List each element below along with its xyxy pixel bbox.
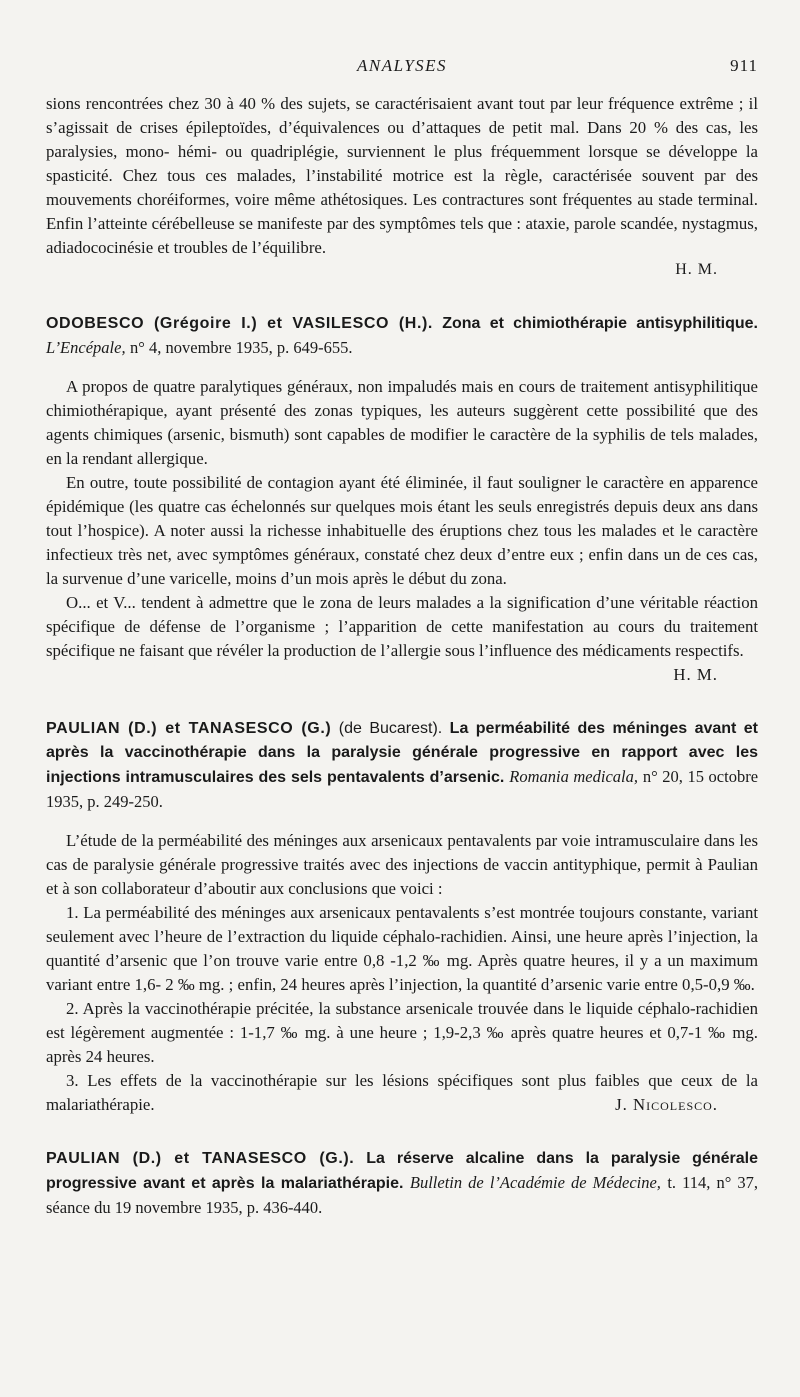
review-heading <box>46 717 758 815</box>
review-paragraph-text: O... et V... tendent à admettre que le zona de leurs malades a la signification d’une véritable réaction spécifique de défense de l’organisme ; l’apparition de cette manifestation au cours du traitement spécifique ne faisant que révéler la production de l’allergie sous l’influence des médicaments respectifs. <box>46 593 758 660</box>
review-authors: ODOBESCO (Grégoire I.) et VASILESCO (H.). <box>46 315 433 332</box>
reviewer-signature: H. M. <box>675 261 718 278</box>
review-paragraph: En outre, toute possibilité de contagion ayant été éliminée, il faut souligner le caractère en apparence épidémique (les quatre cas échelonnés sur quelques mois étant les seuls enregistrés depuis deux ans dans tout l’hospice). A noter aussi la richesse inhabituelle des éruptions chez tous les malades et le caractère infectieux très net, avec symptômes généraux, constaté chez deux d’entre eux ; enfin dans un de ces cas, la survenue d’une varicelle, moins d’un mois après le début du zona. <box>46 473 758 588</box>
review-odobesco <box>46 312 758 687</box>
review-title: La perméabilité des méninges avant et après la vaccinothérapie dans la paralysie générale progressive en rapport avec les injections intramusculaires des sels pentavalents d’arsenic. <box>46 720 759 786</box>
review-paragraph: 2. Après la vaccinothérapie précitée, la substance arsenicale trouvée dans le liquide céphalo-rachidien est légèrement augmentée : 1-1,7 ‰ mg. à une heure ; 1,9-2,3 ‰ après quatre heures et 0,7-1 ‰ mg. après 24 heures. <box>46 999 758 1066</box>
review-paragraph: sions rencontrées chez 30 à 40 % des sujets, se caractérisaient avant tout par leur fréquence extrême ; il s’agissait de crises épileptoïdes, d’équivalences ou d’attaques de petit mal. Dans 20 % des cas, les paralysies, mono- hémi- ou quadriplégie, surviennent le plus fréquemment lorsque se développe la spasticité. Chez tous ces malades, l’instabilité motrice est la règle, caractérisée souvent par des mouvements choréiformes, voire même athétosiques. Les contractures sont fréquentes au stade terminal. Enfin l’atteinte cérébelleuse se manifeste par des symptômes tels que : ataxie, parole scandée, nystagmus, adiadococinésie et troubles de l’équilibre. <box>46 94 758 257</box>
review-paragraph: L’étude de la perméabilité des méninges aux arsenicaux pentavalents par voie intramusculaire dans les cas de paralysie générale progressive traités avec des injections de vaccin antityphique, permit à Paulian et à son collaborateur d’aboutir aux conclusions que voici : <box>46 831 758 898</box>
review-paragraph-last <box>46 591 758 684</box>
review-origin: (de Bucarest). <box>338 720 443 737</box>
review-citation: n° 20, 15 octobre 1935, p. 249-250. <box>46 767 759 811</box>
review-journal: Romania medicala, <box>509 767 638 786</box>
page-content <box>46 92 758 1235</box>
page-number: 911 <box>730 56 758 75</box>
review-paragraph-last <box>46 1069 758 1117</box>
running-title: ANALYSES <box>356 56 448 75</box>
review-heading <box>46 312 758 361</box>
review-authors: PAULIAN (D.) et TANASESCO (G.). <box>46 1150 355 1167</box>
review-authors: PAULIAN (D.) et TANASESCO (G.) <box>46 720 332 737</box>
review-citation: t. 114, n° 37, séance du 19 novembre 1935, p. 436-440. <box>46 1173 759 1217</box>
review-paulian-reserve <box>46 1147 758 1221</box>
review-paragraph: A propos de quatre paralytiques généraux, non impaludés mais en cours de traitement antisyphilitique chimiothérapique, ayant présenté des zonas typiques, les auteurs suggèrent cette possibilité que des agents chimiques (arsenic, bismuth) sont capables de modifier le caractère de la syphilis de tels malades, en la rendant allergique. <box>46 377 758 468</box>
running-head <box>46 56 758 80</box>
reviewer-signature: J. Nicolesco. <box>615 1095 718 1114</box>
review-heading <box>46 1147 758 1221</box>
review-paragraph-text: 3. Les effets de la vaccinothérapie sur les lésions spécifiques sont plus faibles que ceux de la malariathérapie. <box>46 1071 758 1114</box>
review-paulian-permeabilite <box>46 717 758 1117</box>
review-citation: n° 4, novembre 1935, p. 649-655. <box>130 338 353 357</box>
review-journal: L’Encépale, <box>46 338 126 357</box>
review-journal: Bulletin de l’Académie de Médecine, <box>409 1173 661 1192</box>
review-continued <box>46 92 758 282</box>
reviewer-signature: H. M. <box>673 665 718 684</box>
review-title: Zona et chimiothérapie antisyphilitique. <box>442 315 758 332</box>
review-title: La réserve alcaline dans la paralysie générale progressive avant et après la malariathérapie. <box>46 1150 758 1192</box>
review-paragraph: 1. La perméabilité des méninges aux arsenicaux pentavalents s’est montrée toujours constante, variant seulement avec l’heure de l’extraction du liquide céphalo-rachidien. Ainsi, une heure après l’injection, la quantité d’arsenic que l’on trouve varie entre 0,8 -1,2 ‰ mg. Après quatre heures, il y a un maximum variant entre 1,6- 2 ‰ mg. ; enfin, 24 heures après l’injection, la quantité d’arsenic varie entre 0,5-0,9 ‰. <box>46 903 758 994</box>
